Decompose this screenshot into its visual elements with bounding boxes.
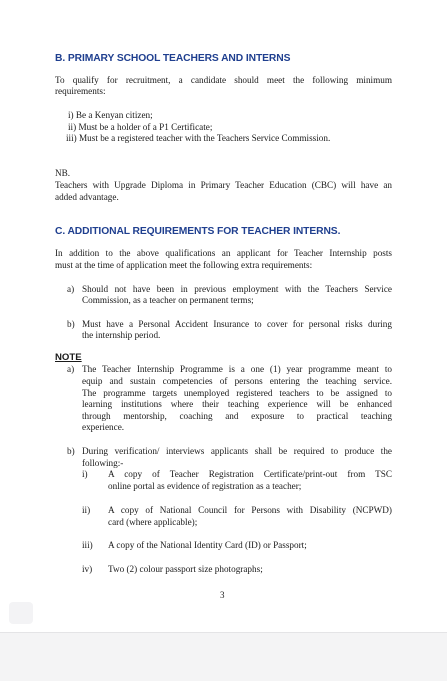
sub-item-ii-line2: card (where applicable); bbox=[108, 517, 198, 527]
viewer-corner-widget[interactable] bbox=[9, 602, 33, 624]
section-c-intro-line1: In addition to the above qualifications an applicant for Teacher Internship posts bbox=[55, 248, 392, 258]
note-b-line2: following:- bbox=[82, 458, 124, 468]
sub-item-i-line1: A copy of Teacher Registration Certificate/print-out from TSC bbox=[108, 469, 392, 479]
section-c-item-a-line2: Commission, as a teacher on permanent terms; bbox=[82, 295, 254, 305]
note-a-line3: The programme targets unemployed registered teachers to be assigned to bbox=[82, 388, 392, 398]
note-b-marker: b) bbox=[67, 446, 75, 456]
page-number: 3 bbox=[220, 590, 225, 600]
sub-item-iv-marker: iv) bbox=[82, 564, 93, 574]
section-b-item-2: ii) Must be a holder of a P1 Certificate; bbox=[68, 122, 213, 132]
note-a-line2: equip and sustain competencies of persons entering the teaching service. bbox=[82, 376, 392, 386]
section-c-item-b-marker: b) bbox=[67, 319, 75, 329]
section-b-heading: B. PRIMARY SCHOOL TEACHERS AND INTERNS bbox=[55, 53, 291, 64]
nb-line2: added advantage. bbox=[55, 192, 119, 202]
section-c-item-b-line2: the internship period. bbox=[82, 330, 161, 340]
note-a-marker: a) bbox=[67, 364, 75, 374]
section-c-item-b-line1: Must have a Personal Accident Insurance to cover for personal risks during bbox=[82, 319, 392, 329]
note-a-line4: learning institutions where their teaching experience will be enhanced bbox=[82, 399, 392, 409]
note-a-line6: experience. bbox=[82, 422, 125, 432]
note-a-line1: The Teacher Internship Programme is a one (1) year programme meant to bbox=[82, 364, 392, 374]
sub-item-ii-line1: A copy of National Council for Persons with Disability (NCPWD) bbox=[108, 505, 392, 515]
section-b-intro-line1: To qualify for recruitment, a candidate should meet the following minimum bbox=[55, 75, 392, 85]
note-a-line5: through mentorship, coaching and exposure to practical teaching bbox=[82, 411, 392, 421]
nb-line1: Teachers with Upgrade Diploma in Primary Teacher Education (CBC) will have an bbox=[55, 180, 392, 190]
viewer-bottom-area bbox=[0, 632, 447, 681]
note-heading: NOTE bbox=[55, 352, 82, 363]
nb-label: NB. bbox=[55, 168, 71, 178]
section-b-intro-line2: requirements: bbox=[55, 86, 106, 96]
section-b-item-3: iii) Must be a registered teacher with the Teachers Service Commission. bbox=[66, 133, 331, 143]
section-c-item-a-marker: a) bbox=[67, 284, 75, 294]
section-c-item-a-line1: Should not have been in previous employment with the Teachers Service bbox=[82, 284, 392, 294]
section-c-intro-line2: must at the time of application meet the following extra requirements: bbox=[55, 260, 313, 270]
sub-item-i-marker: i) bbox=[82, 469, 88, 479]
sub-item-ii-marker: ii) bbox=[82, 505, 91, 515]
sub-item-iii-marker: iii) bbox=[82, 540, 93, 550]
sub-item-iii-line1: A copy of the National Identity Card (ID) or Passport; bbox=[108, 540, 307, 550]
sub-item-iv-line1: Two (2) colour passport size photographs; bbox=[108, 564, 263, 574]
sub-item-i-line2: online portal as evidence of registration as a teacher; bbox=[108, 481, 302, 491]
section-b-item-1: i) Be a Kenyan citizen; bbox=[68, 110, 153, 120]
section-c-heading: C. ADDITIONAL REQUIREMENTS FOR TEACHER INTERNS. bbox=[55, 226, 341, 237]
note-b-line1: During verification/ interviews applicants shall be required to produce the bbox=[82, 446, 392, 456]
